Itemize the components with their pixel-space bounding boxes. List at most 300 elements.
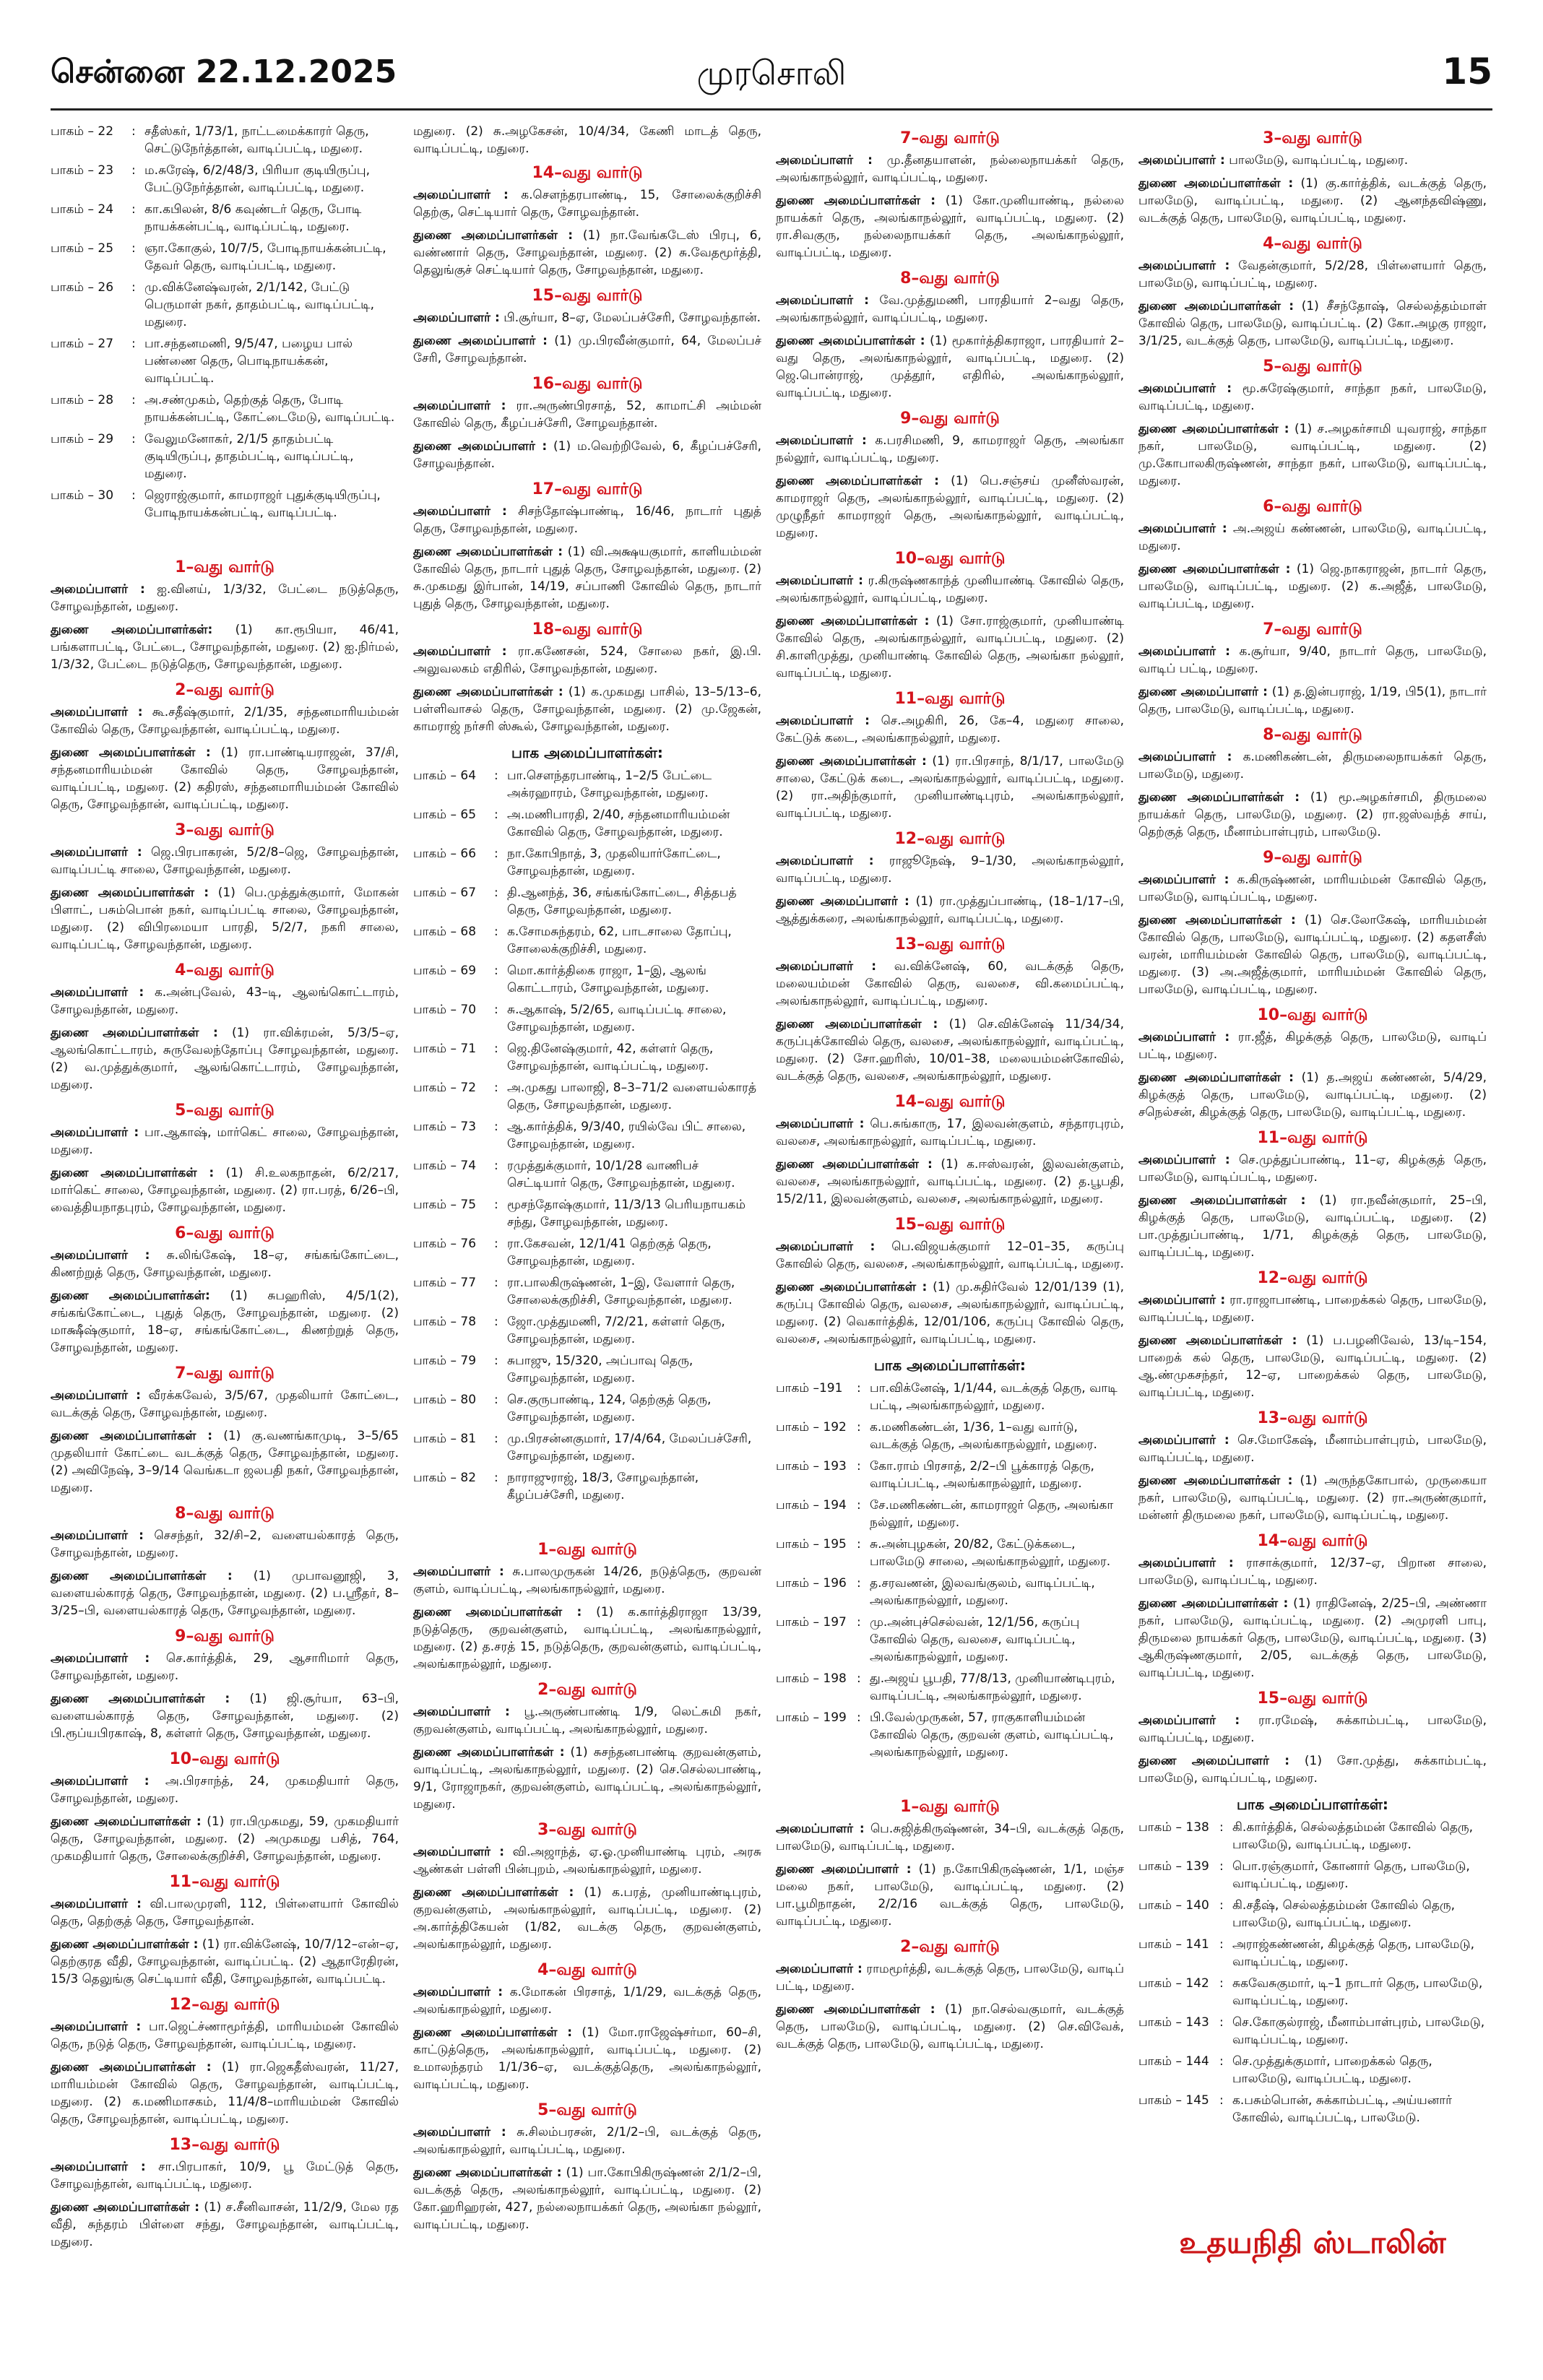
- booth-text: அ.முகது பாலாஜி, 8–3–71/2 வளையல்காரத் தெரு, சோழவந்தான், மதுரை.: [507, 1081, 757, 1112]
- booth-row: [776, 1458, 1124, 1492]
- deputy-text: (1) கா.ரூபியா, 46/41, பங்களாபட்டி, பேட்டை, சோழவந்தான், மதுரை. (2) ஐ.நிர்மல், 1/3/32, பேட்டை நடுத்தெரு, சோழவந்தான், மதுரை.: [51, 623, 399, 672]
- deputy-text: (1) ரா.நவீன்குமார், 25–பி, கிழக்குத் தெரு, பாலமேடு, வாடிப்பட்டி, மதுரை. (2) பா.முத்துப்பாண்டி, 1/71, கிழக்குத் தெரு, பாலமேடு, வாடிப்பட்டி, மதுரை.: [1138, 1193, 1487, 1260]
- organizer-text: க.சூர்யா, 9/40, நாடார் தெரு, பாலமேடு, வாடிப் பட்டி, மதுரை.: [1138, 644, 1487, 676]
- organizer-entry: [1138, 257, 1487, 292]
- booth-text: க.பசும்பொன், சுக்காம்பட்டி, அய்யனார் கோவில், வாடிப்பட்டி, பாலமேடு.: [1232, 2093, 1452, 2125]
- organizer-text: சு.சிலம்பரசன், 2/1/2–பி, வடக்குத் தெரு, அலங்காநல்லூர், வாடிப்பட்டி, மதுரை.: [413, 2125, 762, 2157]
- ward-block: [51, 682, 399, 813]
- organizer-entry: [776, 572, 1124, 607]
- organizer-entry: [776, 958, 1124, 1010]
- ward-block: [1138, 1533, 1487, 1682]
- deputy-label: துணை அமைப்பாளர்கள்:: [51, 623, 213, 637]
- booth-row: [776, 1709, 1124, 1761]
- ward-heading: 7–வது வார்டு: [175, 1364, 275, 1382]
- organizer-entry: [413, 1843, 761, 1878]
- organizer-label: அமைப்பாளர் :: [413, 399, 506, 413]
- organizer-entry: [1138, 1151, 1487, 1186]
- ward-heading: 7–வது வார்டு: [900, 129, 1000, 147]
- booth-number: பாகம் – 141: [1138, 1937, 1209, 1952]
- organizer-text: செசந்தர், 32/சி–2, வளையல்காரத் தெரு, சோழவந்தான், மதுரை.: [51, 1528, 399, 1560]
- deputy-text: (1) சோ.முத்து, சுக்காம்பட்டி, பாலமேடு, வாடிப்பட்டி, மதுரை.: [1138, 1754, 1487, 1786]
- section-gap: [413, 1513, 761, 1534]
- booth-row: [413, 1430, 761, 1465]
- separator: :: [1219, 2093, 1224, 2108]
- deputy-text: (1) நா.வேங்கடேஸ் பிரபு, 6, வண்ணார் தெரு, சோழவந்தான், மதுரை. (2) சு.வேதமூர்த்தி, தெலுங்குச் செட்டியார் தெரு, சோழவந்தான், மதுரை.: [413, 228, 762, 277]
- organizer-label: அமைப்பாளர் :: [1138, 522, 1227, 536]
- booth-text: சுபாஜு, 15/320, அப்பாவு தெரு, சோழவந்தான், மதுரை.: [507, 1354, 693, 1385]
- deputy-label: துணை அமைப்பாளர் :: [776, 1862, 912, 1877]
- organizer-text: ராஜூநேஷ், 9–1/30, அலங்காநல்லூர், வாடிப்பட்டி, மதுரை.: [776, 854, 1125, 886]
- booth-number: பாகம் – 66: [413, 847, 477, 861]
- organizer-text: ரா.ரமேஷ், சுக்காம்பட்டி, பாலமேடு, வாடிப்பட்டி, மதுரை.: [1138, 1713, 1487, 1745]
- ward-block: [51, 1751, 399, 1865]
- booth-number: பாகம் – 198: [776, 1671, 847, 1686]
- ward-block: [413, 1682, 761, 1813]
- organizer-label: அமைப்பாளர் :: [413, 188, 509, 202]
- booth-number: பாகம் – 196: [776, 1576, 847, 1591]
- deputy-entry: [51, 1690, 399, 1742]
- booth-number: பாகம் – 75: [413, 1198, 477, 1212]
- deputy-label: துணை அமைப்பாளர்கள் :: [413, 1605, 582, 1619]
- separator: :: [494, 1042, 498, 1056]
- ward-heading: 5–வது வார்டு: [537, 2101, 637, 2119]
- deputy-entry: [776, 1278, 1124, 1348]
- ward-block: [51, 1225, 399, 1356]
- ward-block: [776, 691, 1124, 822]
- organizer-entry: [413, 1983, 761, 2018]
- deputy-text: (1) சுபஹரிஸ், 4/5/1(2), சங்கங்கோட்டை, புதுத் தெரு, சோழவந்தான், மதுரை. (2) மாக்ஷீஷ்குமார், 18–ஏ, சங்கங்கோட்டை, கிணற்றுத் தெரு, சோழவந்தான், மதுரை.: [51, 1289, 399, 1355]
- ward-heading: 15–வது வார்டு: [1257, 1689, 1368, 1708]
- column-2: [413, 123, 761, 2242]
- organizer-entry: [413, 186, 761, 221]
- booth-text: செ.கோகுல்ராஜ், மீனாம்பாள்புரம், பாலமேடு, வாடிப்பட்டி, மதுரை.: [1232, 2015, 1485, 2047]
- separator: :: [1219, 2015, 1224, 2030]
- booth-text: ஜெராஜ்குமார், காமராஜர் புதுக்குடியிருப்பு, போடிநாயக்கன்பட்டி, வாடிப்பட்டி.: [144, 488, 381, 520]
- booth-row: [51, 240, 399, 274]
- deputy-text: (1) க.முகமது பாசில், 13–5/13–6, பள்ளிவாசல் தெரு, சோழவந்தான், மதுரை. (2) மு.ஜேகன், காமராஜ் நர்சரி ஸ்கூல், சோழவந்தான், மதுரை.: [413, 685, 761, 734]
- deputy-label: துணை அமைப்பாளர்கள் :: [413, 2025, 573, 2040]
- separator: :: [494, 847, 498, 861]
- organizer-text: வே.முத்துமணி, பாரதியார் 2–வது தெரு, அலங்காநல்லூர், வாடிப்பட்டி, மதுரை.: [776, 293, 1125, 325]
- organizer-text: மூ.சுரேஷ்குமார், சாந்தா நகர், பாலமேடு, வாடிப்பட்டி, மதுரை.: [1138, 381, 1487, 413]
- organizer-label: அமைப்பாளர் :: [1138, 1030, 1230, 1044]
- booth-number: பாகம் – 144: [1138, 2054, 1209, 2069]
- ward-heading: 10–வது வார்டு: [1257, 1006, 1368, 1024]
- separator: :: [857, 1459, 861, 1474]
- booth-text: சதீஸ்கர், 1/73/1, நாட்டமைக்காரர் தெரு, செட்டுநேர்த்தான், வாடிப்பட்டி, மதுரை.: [144, 124, 369, 156]
- deputy-entry: [1138, 420, 1487, 490]
- separator: :: [1219, 1859, 1224, 1874]
- organizer-text: க.அன்புவேல், 43–டி, ஆலங்கொட்டாரம், சோழவந்தான், மதுரை.: [51, 985, 399, 1017]
- deputy-label: துணை அமைப்பாளர்கள் :: [51, 886, 209, 900]
- booth-list: [51, 123, 399, 522]
- booth-text: ஜோ.முத்துமணி, 7/2/21, கள்ளர் தெரு, சோழவந்தான், மதுரை.: [507, 1315, 725, 1346]
- deputy-text: (1) வி.அக்ஷயகுமார், காளியம்மன் கோவில் தெரு, நாடார் புதுத் தெரு, சோழவந்தான், மதுரை. (2) சு.முகமது இர்பான், 14/19, சப்பாணி கோவில் தெரு, நாடார் புதுத் தெரு, சோழவந்தான், மதுரை.: [413, 545, 762, 611]
- ward-heading: 10–வது வார்டு: [169, 1750, 280, 1768]
- deputy-label: துணை அமைப்பாளர்கள் :: [1138, 176, 1294, 191]
- organizer-label: அமைப்பாளர் :: [1138, 644, 1230, 659]
- deputy-text: (1) பெ.முத்துக்குமார், மோகன் பிளாட், பசும்பொன் நகர், வாடிப்பட்டி சாலை, சோழவந்தான், மதுரை. (2) விபிரமையா பாரதி, 5/2/7, நகரி சாலை, வாடிப்பட்டி, சோழவந்தான், மதுரை.: [51, 886, 399, 952]
- booth-number: பாகம் – 76: [413, 1237, 477, 1251]
- deputy-text: (1) ஜி.சூர்யா, 63–பி, வளையல்காரத் தெரு, சோழவந்தான், மதுரை. (2) பி.ரூப்யபிரகாஷ், 8, கள்ளர் தெரு, சோழவந்தான், மதுரை.: [51, 1692, 399, 1741]
- deputy-text: (1) க.கார்த்திராஜா 13/39, நடுத்தெரு, குறவன்குளம், வாடிப்பட்டி, அலங்காநல்லூர், மதுரை. (2) த.சரத் 15, நடுத்தெரு, குறவன்குளம், வாடிப்பட்டி, அலங்காநல்லூர், மதுரை.: [413, 1605, 762, 1671]
- ward-heading: 9–வது வார்டு: [900, 410, 1000, 428]
- organizer-entry: [51, 1895, 399, 1930]
- booth-text: தி.ஆனந்த், 36, சங்கங்கோட்டை, சித்தபத் தெரு, சோழவந்தான், மதுரை.: [507, 886, 737, 917]
- organizer-text: வி.அஜாந்த், ஏ.ஓ.முனியாண்டி புரம், அரசு ஆண்கள் பள்ளி பின்புறம், அலங்காநல்லூர், மதுரை.: [413, 1845, 761, 1877]
- booth-text: பா.விக்னேஷ், 1/1/44, வடக்குத் தெரு, வாடி பட்டி, அலங்காநல்லூர், மதுரை.: [870, 1381, 1118, 1413]
- booth-text: மூசந்தோஷ்குமார், 11/3/13 பெரியநாயகம் சந்து, சோழவந்தான், மதுரை.: [507, 1198, 746, 1229]
- deputy-text: (1) பெ.சஞ்சய் முனீஸ்வரன், காமராஜர் தெரு, அலங்காநல்லூர், வாடிப்பட்டி, மதுரை. (2) முழுநீதர் காமராஜர் தெரு, அலங்காநல்லூர், வாடிப்பட்டி, மதுரை.: [776, 474, 1125, 540]
- deputy-label: துணை அமைப்பாளர்கள் :: [1138, 913, 1296, 927]
- ward-block: [51, 1365, 399, 1497]
- organizer-text: செ.மோகேஷ், மீனாம்பாள்புரம், பாலமேடு, வாடிப்பட்டி, மதுரை.: [1138, 1433, 1487, 1465]
- separator: :: [131, 432, 136, 446]
- deputy-entry: [413, 543, 761, 613]
- separator: :: [857, 1498, 861, 1513]
- deputy-label: துணை அமைப்பாளர்கள் :: [51, 1569, 233, 1583]
- ward-block: [51, 1996, 399, 2128]
- organizer-entry: [1138, 1712, 1487, 1747]
- booth-number: பாகம் – 77: [413, 1276, 477, 1290]
- organizer-label: அமைப்பாளர் :: [1138, 381, 1232, 396]
- deputy-text: (1) ப.பழனிவேல், 13/டி–154, பாறைக் கல் தெரு, பாலமேடு, வாடிப்பட்டி, மதுரை. (2) ஆ.ண்முகசந்தர், 12–ஏ, பாறைக்கல் தெரு, பாலமேடு, வாடிப்பட்டி, மதுரை.: [1138, 1333, 1487, 1400]
- ward-heading: 18–வது வார்டு: [532, 620, 643, 639]
- column-4: [1138, 123, 1487, 2135]
- deputy-label: துணை அமைப்பாளர் :: [413, 439, 548, 454]
- deputy-entry: [413, 2164, 761, 2233]
- ward-block: [413, 1822, 761, 1953]
- deputy-text: (1) ரா.முத்துப்பாண்டி, (18–1/17–பி, ஆத்துக்கரை, அலங்காநல்லூர், வாடிப்பட்டி, மதுரை.: [776, 894, 1125, 926]
- separator: :: [1219, 1898, 1224, 1913]
- deputy-text: (1) முபாவனூஜி, 3, வளையல்காரத் தெரு, சோழவந்தான், மதுரை. (2) ப.ஸ்ரீதர், 8–3/25–பி, வளையல்காரத் தெரு, சோழவந்தான், மதுரை.: [51, 1569, 399, 1618]
- ward-block: [413, 1541, 761, 1673]
- deputy-entry: [51, 1936, 399, 1988]
- organizer-label: அமைப்பாளர் :: [1138, 153, 1225, 168]
- edition-date: சென்னை 22.12.2025: [51, 53, 397, 90]
- deputy-entry: [1138, 1332, 1487, 1401]
- organizer-entry: [1138, 380, 1487, 415]
- deputy-label: துணை அமைப்பாளர்கள் :: [51, 2060, 212, 2074]
- separator: :: [494, 1354, 498, 1368]
- deputy-entry: [1138, 789, 1487, 841]
- ward-heading: 9–வது வார்டு: [175, 1627, 275, 1645]
- booth-row: [51, 391, 399, 426]
- booth-number: பாகம் – 26: [51, 280, 114, 295]
- organizer-label: அமைப்பாளர் :: [51, 1125, 139, 1140]
- booth-text: செ.குருபாண்டி, 124, தெற்குத் தெரு, சோழவந்தான், மதுரை.: [507, 1393, 712, 1424]
- organizer-entry: [51, 844, 399, 878]
- deputy-text: (1) ரா.விக்னேஷ், 10/7/12–என்–ஏ, தெற்குரத வீதி, சோழவந்தான், வாடிப்பட்டி. (2) ஆதாரேதிரன், 15/3 தெலுங்கு செட்டியார் வீதி, சோழவந்தான், வாடிப்பட்டி.: [51, 1937, 399, 1986]
- organizer-text: வ.விக்னேஷ், 60, வடக்குத் தெரு, மலையம்மன் கோவில் தெரு, வலசை, வி.கமைப்பட்டி, அலங்காநல்லூர், வாடிப்பட்டி, மதுரை.: [776, 959, 1124, 1008]
- booth-row: [413, 1157, 761, 1192]
- organizer-text: பெ.விஜயக்குமார் 12–01–35, கருப்பு கோவில் தெரு, வலசை, அலங்காநல்லூர், வாடிப்பட்டி, மதுரை.: [776, 1239, 1124, 1271]
- ward-heading: 7–வது வார்டு: [1263, 620, 1362, 639]
- organizer-entry: [51, 1773, 399, 1807]
- booth-number: பாகம் –191: [776, 1381, 843, 1395]
- booth-text: ம.சுரேஷ், 6/2/48/3, பிரியா குடியிருப்பு, பேட்டுநேர்த்தான், வாடிப்பட்டி, மதுரை.: [144, 163, 370, 195]
- booth-row: [413, 1469, 761, 1504]
- deputy-label: துணை அமைப்பாளர்கள் :: [413, 1885, 574, 1900]
- ward-block: [51, 559, 399, 673]
- booth-row: [413, 1391, 761, 1426]
- deputy-entry: [1138, 1752, 1487, 1787]
- organizer-entry: [413, 1563, 761, 1598]
- organizer-entry: [413, 2124, 761, 2158]
- booth-number: பாகம் – 81: [413, 1432, 477, 1446]
- deputy-text: (1) கு.கார்த்திக், வடக்குத் தெரு, பாலமேடு, வாடிப்பட்டி, மதுரை. (2) ஆனந்தவிஷ்ணு, வடக்குத் தெரு, பாலமேடு, வாடிப்பட்டி, மதுரை.: [1138, 176, 1487, 225]
- organizer-entry: [776, 1115, 1124, 1150]
- ward-block: [1138, 498, 1487, 613]
- deputy-entry: [776, 192, 1124, 261]
- booth-text: கா.கபிலன், 8/6 கவுண்டர் தெரு, போடி நாயக்கன்பட்டி, வாடிப்பட்டி, மதுரை.: [144, 202, 362, 234]
- booth-row: [51, 430, 399, 483]
- organizer-entry: [776, 152, 1124, 186]
- separator: :: [494, 1471, 498, 1485]
- booth-row: [1138, 1897, 1487, 1931]
- organizer-text: ரா.அருண்பிரசாத், 52, காமாட்சி அம்மன் கோவில் தெரு, கீழப்பச்சேரி, சோழவந்தான்.: [413, 399, 762, 430]
- ward-heading: 15–வது வார்டு: [532, 287, 643, 305]
- booth-text: க.மணிகண்டன், 1/36, 1–வது வார்டு, வடக்குத் தெரு, அலங்காநல்லூர், மதுரை.: [870, 1420, 1097, 1452]
- booth-number: பாகம் – 192: [776, 1420, 847, 1435]
- ward-heading: 3–வது வார்டு: [537, 1821, 637, 1839]
- deputy-label: துணை அமைப்பாளர்கள் :: [776, 474, 939, 488]
- organizer-entry: [51, 581, 399, 615]
- deputy-label: துணை அமைப்பாளர்கள் :: [413, 545, 563, 559]
- booth-row: [413, 806, 761, 841]
- ward-heading: 13–வது வார்டு: [894, 935, 1006, 953]
- booth-row: [413, 1118, 761, 1153]
- deputy-entry: [776, 332, 1124, 402]
- organizer-entry: [413, 503, 761, 537]
- organizer-label: அமைப்பாளர் :: [413, 644, 507, 659]
- booth-text: செ.முத்துக்குமார், பாறைக்கல் தெரு, பாலமேடு, வாடிப்பட்டி, மதுரை.: [1232, 2054, 1432, 2086]
- organizer-entry: [51, 2158, 399, 2193]
- booth-number: பாகம் – 78: [413, 1315, 477, 1329]
- deputy-text: (1) மோ.ராஜேஷ்சர்மா, 60–சி, காட்டுத்தெரு, அலங்காநல்லூர், வாடிப்பட்டி, மதுரை. (2) உமாலந்தரம் 1/1/36–ஏ, வடக்குத்தெரு, அலங்காநல்லூர், வாடிப்பட்டி, மதுரை.: [413, 2025, 762, 2092]
- booth-number: பாகம் – 197: [776, 1615, 847, 1630]
- organizer-text: சு.பாலமுருகன் 14/26, நடுத்தெரு, குறவன் குளம், வாடிப்பட்டி, அலங்காநல்லூர், மதுரை.: [413, 1565, 762, 1596]
- organizer-entry: [1138, 871, 1487, 906]
- booth-text: கி.சதீஷ், செல்லத்தம்மன் கோவில் தெரு, பாலமேடு, வாடிப்பட்டி, மதுரை.: [1232, 1898, 1456, 1930]
- ward-heading: 8–வது வார்டு: [900, 269, 1000, 287]
- organizer-text: வி.பாலமுரளி, 112, பிள்ளையார் கோவில் தெரு, தெற்குத் தெரு, சோழவந்தான்.: [51, 1897, 399, 1929]
- organizer-entry: [776, 712, 1124, 747]
- ward-heading: 14–வது வார்டு: [894, 1093, 1006, 1111]
- organizer-entry: [1138, 643, 1487, 678]
- booth-row: [413, 1196, 761, 1231]
- booth-row: [776, 1380, 1124, 1414]
- separator: :: [494, 1159, 498, 1173]
- organizer-entry: [413, 643, 761, 678]
- deputy-text: (1) ரா.விக்ரமன், 5/3/5–ஏ, ஆலங்கொட்டாரம், சுருவேலந்தோப்பு சோழவந்தான், மதுரை. (2) வ.முத்துக்குமார், ஆலங்கொட்டாரம், சோழவந்தான், மதுரை.: [51, 1026, 399, 1092]
- deputy-text: (1) மூ.அழகர்சாமி, திருமலை நாயக்கர் தெரு, பாலமேடு, மதுரை. (2) ரா.ஜஸ்வந்த் சாய், தெற்குத் தெரு, மீனாம்பாள்புரம், பாலமேடு.: [1138, 790, 1487, 839]
- deputy-label: துணை அமைப்பாளர்கள் :: [1138, 562, 1291, 576]
- separator: :: [494, 1432, 498, 1446]
- organizer-text: க.மணிகண்டன், திருமலைநாயக்கர் தெரு, பாலமேடு, மதுரை.: [1138, 750, 1487, 782]
- ward-heading: 3–வது வார்டு: [175, 821, 275, 839]
- booth-text: ரா.பாலகிருஷ்ணன், 1–இ, வேளார் தெரு, சோலைக்குறிச்சி, சோழவந்தான், மதுரை.: [507, 1276, 735, 1307]
- organizer-entry: [1138, 1432, 1487, 1466]
- separator: :: [857, 1710, 861, 1725]
- deputy-label: துணை அமைப்பாளர்கள் :: [51, 1166, 215, 1180]
- deputy-entry: [413, 227, 761, 279]
- separator: :: [494, 1003, 498, 1017]
- deputy-label: துணை அமைப்பாளர்கள் :: [1138, 1070, 1294, 1085]
- organizer-label: அமைப்பாளர் :: [413, 504, 507, 519]
- deputy-entry: [1138, 912, 1487, 998]
- deputy-label: துணை அமைப்பாளர்கள் :: [1138, 1193, 1306, 1208]
- booth-text: மு.பிரசன்னகுமார், 17/4/64, மேலப்பச்சேரி, சோழவந்தான், மதுரை.: [507, 1432, 752, 1463]
- separator: :: [494, 1198, 498, 1212]
- booth-text: து.அஜய் பூபதி, 77/8/13, முனியாண்டிபுரம், வாடிப்பட்டி, அலங்காநல்லூர், மதுரை.: [870, 1671, 1115, 1703]
- separator: :: [131, 241, 136, 256]
- deputy-entry: [413, 438, 761, 472]
- page-number: 15: [1442, 51, 1492, 92]
- booth-number: பாகம் – 29: [51, 432, 114, 446]
- deputy-label: துணை அமைப்பாளர்கள் :: [51, 1429, 212, 1443]
- deputy-entry: [51, 621, 399, 673]
- deputy-label: துணை அமைப்பாளர்கள் :: [51, 2200, 199, 2215]
- ward-heading: 11–வது வார்டு: [169, 1873, 280, 1891]
- booth-row: [1138, 2053, 1487, 2087]
- deputy-entry: [776, 753, 1124, 822]
- organizer-entry: [1138, 748, 1487, 783]
- organizer-label: அமைப்பாளர் :: [776, 959, 877, 974]
- separator: :: [857, 1420, 861, 1435]
- booth-number: பாகம் – 28: [51, 393, 114, 407]
- organizer-text: பெ.சுஜித்கிருஷ்ணன், 34–பி, வடக்குத் தெரு, பாலமேடு, வாடிப்பட்டி, மதுரை.: [776, 1822, 1124, 1853]
- organizer-text: அ.அஜய் கண்ணன், பாலமேடு, வாடிப்பட்டி, மதுரை.: [1138, 522, 1487, 553]
- booth-number: பாகம் – 68: [413, 925, 477, 939]
- deputy-label: துணை அமைப்பாளர் :: [1138, 1754, 1290, 1768]
- booth-text: சு.அன்புழகன், 20/82, கேட்டுக்கடை, பாலமேடு சாலை, அலங்காநல்லூர், மதுரை.: [870, 1537, 1111, 1569]
- deputy-text: (1) மு.சுதிர்வேல் 12/01/139 (1), கருப்பு கோவில் தெரு, வலசை, அலங்காநல்லூர், வாடிப்பட்டி, மதுரை. (2) வெகார்த்திக், 12/01/106, கருப்பு கோவில் தெரு, வலசை, அலங்காநல்லூர், வாடிப்பட்டி, மதுரை.: [776, 1280, 1125, 1346]
- ward-heading: 5–வது வார்டு: [1263, 358, 1362, 376]
- ward-block: [51, 1628, 399, 1742]
- ward-block: [776, 550, 1124, 682]
- organizer-label: அமைப்பாளர் :: [1138, 1713, 1240, 1728]
- booth-text: கோ.ராம் பிரசாத், 2/2–பி பூக்காரத் தெரு, வாடிப்பட்டி, அலங்காநல்லூர், மதுரை.: [870, 1459, 1094, 1491]
- booth-row: [413, 1079, 761, 1114]
- ward-block: [1138, 1007, 1487, 1121]
- ward-block: [51, 1874, 399, 1988]
- ward-block: [1138, 1690, 1487, 1787]
- ward-block: [413, 1962, 761, 2093]
- booth-list: [776, 1380, 1124, 1761]
- deputy-label: துணை அமைப்பாளர்கள் :: [1138, 790, 1300, 805]
- organizer-label: அமைப்பாளர் :: [776, 1822, 865, 1836]
- organizer-label: அமைப்பாளர் :: [51, 985, 144, 1000]
- booth-row: [1138, 1858, 1487, 1892]
- booth-row: [1138, 2014, 1487, 2048]
- booth-list: [1138, 1819, 1487, 2126]
- ward-block: [1138, 130, 1487, 227]
- booth-row: [51, 335, 399, 387]
- booth-number: பாகம் – 23: [51, 163, 114, 178]
- deputy-label: துணை அமைப்பாளர்கள் :: [776, 1157, 933, 1172]
- organizer-text: பெ.சுங்காரு, 17, இலவன்குளம், சந்தாரபுரம், வலசை, அலங்காநல்லூர், வாடிப்பட்டி, மதுரை.: [776, 1117, 1124, 1148]
- organizer-entry: [51, 1247, 399, 1281]
- deputy-text: (1) ரா.பிமுகமது, 59, முகமதியார் தெரு, சோழவந்தான், மதுரை. (2) அமுகமது பசித், 764, முகமதியார் தெரு, சோலைக்குறிச்சி, சோழவந்தான், மதுரை.: [51, 1814, 399, 1864]
- separator: :: [131, 280, 136, 295]
- organizer-label: அமைப்பாளர் :: [51, 1388, 141, 1403]
- deputy-text: (1) ம.வெற்றிவேல், 6, கீழப்பச்சேரி, சோழவந்தான்.: [413, 439, 761, 471]
- booth-number: பாகம் – 27: [51, 337, 114, 351]
- organizer-text: மு.தீனதயாளன், நல்லைநாயக்கர் தெரு, அலங்காநல்லூர், வாடிப்பட்டி, மதுரை.: [776, 153, 1125, 185]
- organizer-label: அமைப்பாளர் :: [776, 1117, 865, 1131]
- ward-block: [1138, 1270, 1487, 1401]
- booth-row: [413, 845, 761, 880]
- separator: :: [131, 488, 136, 503]
- booth-number: பாகம் – 71: [413, 1042, 477, 1056]
- deputy-entry: [413, 332, 761, 367]
- deputy-label: துணை அமைப்பாளர்கள் :: [776, 334, 925, 348]
- ward-heading: 17–வது வார்டு: [532, 480, 643, 498]
- booth-number: பாகம் – 65: [413, 808, 477, 822]
- booth-text: அ.சண்முகம், தெற்குத் தெரு, போடி நாயக்கன்பட்டி, கோட்டைமேடு, வாடிப்பட்டி.: [144, 393, 395, 425]
- ward-block: [413, 165, 761, 279]
- organizer-entry: [776, 1238, 1124, 1273]
- deputy-entry: [1138, 298, 1487, 350]
- organizer-label: அமைப்பாளர் :: [413, 2125, 506, 2139]
- deputy-label: துணை அமைப்பாளர்கள்:: [51, 1289, 210, 1303]
- organizer-label: அமைப்பாளர் :: [776, 714, 870, 728]
- organizer-entry: [776, 1820, 1124, 1855]
- booth-text: மு.அன்புச்செல்வன், 12/1/56, கருப்பு கோவில் தெரு, வலசை, வாடிப்பட்டி, அலங்காநல்லூர், மதுரை.: [870, 1615, 1080, 1664]
- separator: :: [1219, 1820, 1224, 1835]
- booth-text: அராஜ்கண்ணன், கிழக்குத் தெரு, பாலமேடு, வாடிப்பட்டி, மதுரை.: [1232, 1937, 1474, 1969]
- ward-block: [1138, 1410, 1487, 1524]
- booth-number: பாகம் – 69: [413, 964, 477, 978]
- booth-number: பாகம் – 139: [1138, 1859, 1209, 1874]
- organizer-text: பா.ஆகாஷ், மார்கெட் சாலை, சோழவந்தான், மதுரை.: [51, 1125, 399, 1157]
- organizer-label: அமைப்பாளர் :: [776, 433, 867, 448]
- ward-heading: 11–வது வார்டு: [1257, 1129, 1368, 1147]
- booth-section-heading: பாக அமைப்பாளர்கள்:: [874, 1356, 1026, 1374]
- organizer-label: அமைப்பாளர் :: [776, 1962, 863, 1976]
- booth-number: பாகம் – 64: [413, 769, 477, 783]
- organizer-label: அமைப்பாளர் :: [1138, 873, 1229, 887]
- organizer-text: செ.முத்துப்பாண்டி, 11–ஏ, கிழக்குத் தெரு, பாலமேடு, வாடிப்பட்டி, மதுரை.: [1138, 1153, 1487, 1185]
- deputy-entry: [1138, 1595, 1487, 1682]
- ward-block: [51, 1102, 399, 1216]
- booth-number: பாகம் – 72: [413, 1081, 477, 1095]
- deputy-text: (1) மு.பிரவீன்குமார், 64, மேலப்பச் சேரி, சோழவந்தான்.: [413, 334, 761, 365]
- organizer-text: செ.அழகிரி, 26, கே–4, மதுரை சாலை, கேட்டுக் கடை, அலங்காநல்லூர், மதுரை.: [776, 714, 1124, 745]
- ward-heading: 6–வது வார்டு: [1263, 498, 1362, 516]
- organizer-label: அமைப்பாளர் :: [51, 2160, 146, 2174]
- deputy-text: (1) க.பரத், முனியாண்டிபுரம், குறவன்குளம், அலங்காநல்லூர், வாடிப்பட்டி, மதுரை. (2) அ.கார்த்திகேயன் (1/82, வடக்கு தெரு, குறவன்குளம், அலங்காநல்லூர், மதுரை.: [413, 1885, 762, 1952]
- deputy-entry: [776, 893, 1124, 927]
- ward-block: [1138, 358, 1487, 490]
- organizer-entry: [413, 309, 761, 326]
- organizer-label: அமைப்பாளர் :: [413, 1845, 504, 1859]
- booth-row: [413, 1001, 761, 1036]
- booth-row: [413, 962, 761, 997]
- deputy-label: துணை அமைப்பாளர் :: [776, 894, 909, 909]
- organizer-text: செ.கார்த்திக், 29, ஆசாரிமார் தெரு, சோழவந்தான், மதுரை.: [51, 1651, 399, 1683]
- booth-row: [776, 1575, 1124, 1609]
- deputy-entry: [51, 2199, 399, 2251]
- booth-section-heading: பாக அமைப்பாளர்கள்:: [511, 744, 663, 761]
- deputy-label: துணை அமைப்பாளர்கள் :: [413, 2165, 562, 2180]
- deputy-text: (1) பா.கோபிகிருஷ்ணன் 2/1/2–பி, வடக்குத் தெரு, அலங்காநல்லூர், வாடிப்பட்டி, மதுரை. (2) கோ.ஹரிஹரன், 427, நல்லைநாயக்கர் தெரு, அலங்கா நல்லூர், வாடிப்பட்டி, மதுரை.: [413, 2165, 762, 2232]
- deputy-text: (1) ச.சீனிவாசன், 11/2/9, மேல ரத வீதி, சுந்தரம் பிள்ளை சந்து, சோழவந்தான், வாடிப்பட்டி, மதுரை.: [51, 2200, 399, 2249]
- organizer-entry: [51, 1124, 399, 1159]
- organizer-text: ஐ.வினய், 1/3/32, பேட்டை நடுத்தெரு, சோழவந்தான், மதுரை.: [51, 582, 399, 614]
- deputy-entry: [413, 1744, 761, 1813]
